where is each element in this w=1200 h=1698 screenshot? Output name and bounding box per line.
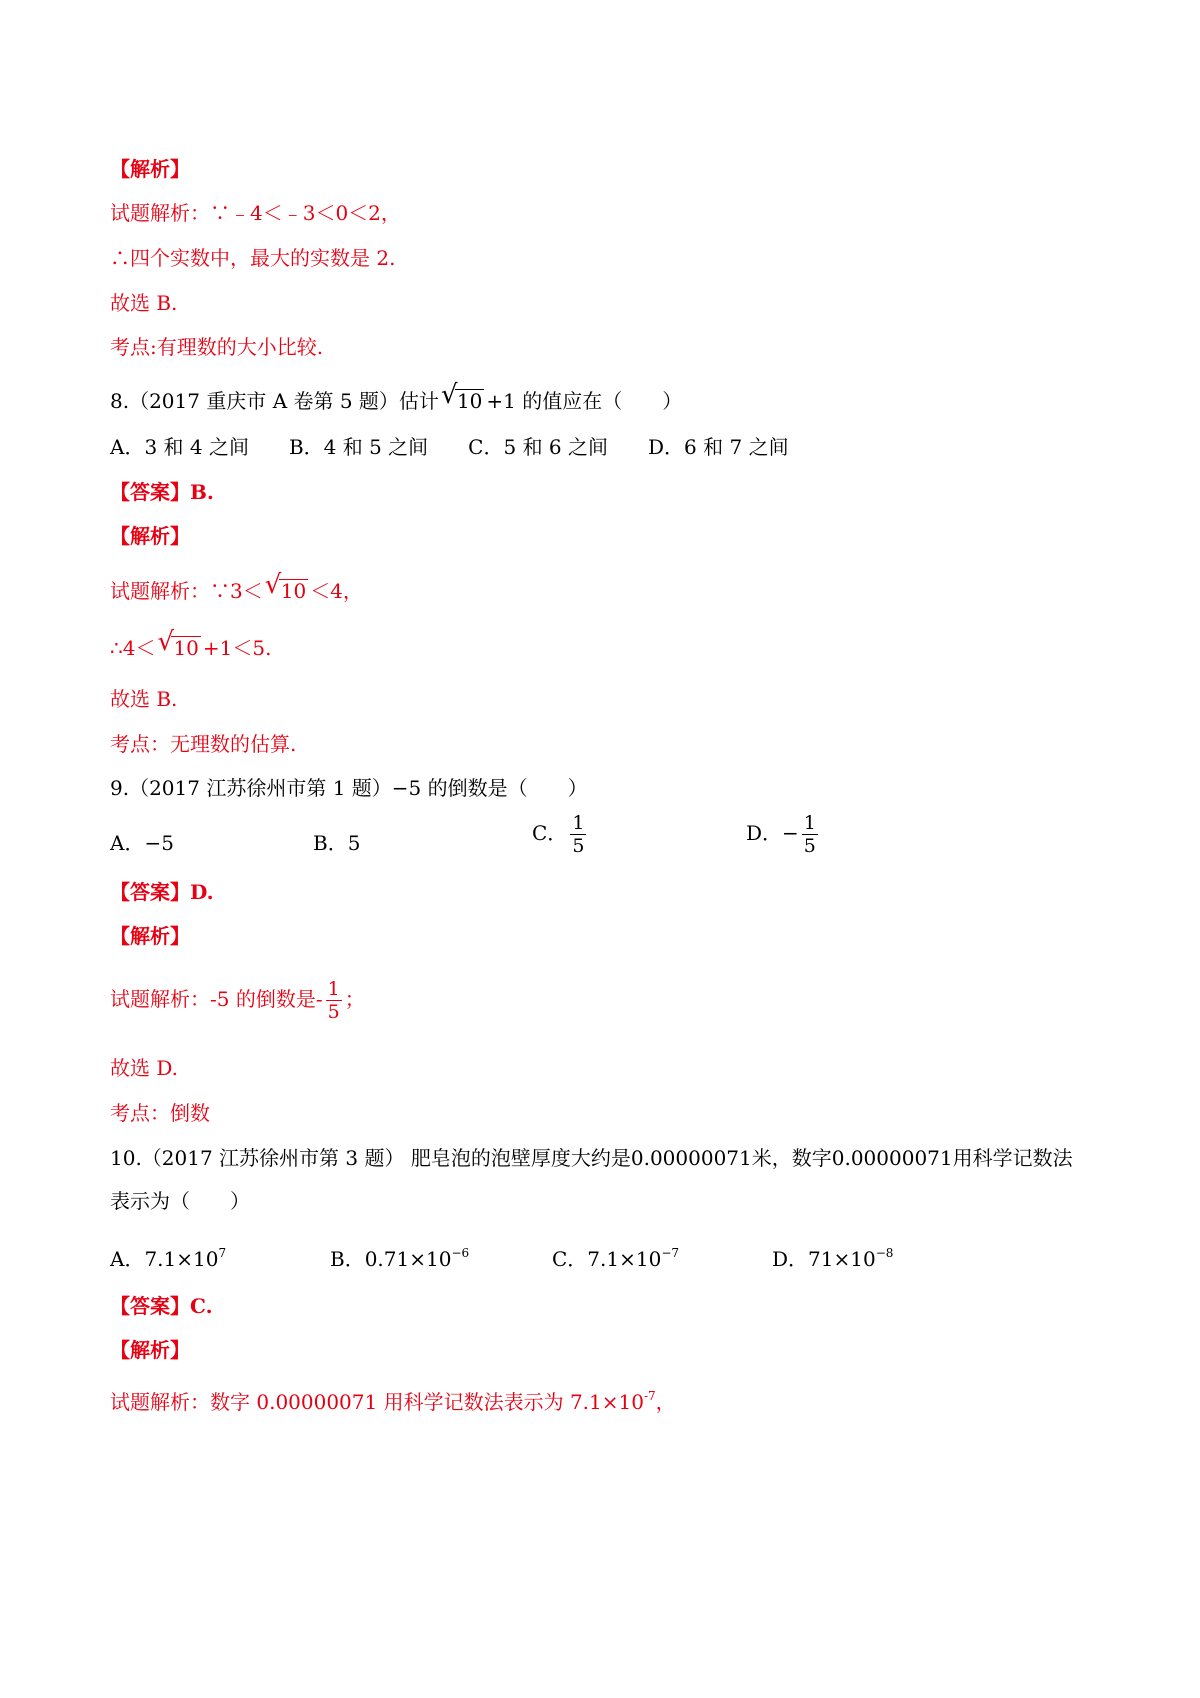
q10-sol-exp: -7 (643, 1389, 656, 1403)
q7-solution-line2: ∴四个实数中，最大的实数是 2. (110, 246, 396, 270)
q9-option-c (532, 812, 589, 857)
q10-option-a (110, 1243, 226, 1272)
q7-solution-line1: 试题解析：∵﹣4＜﹣3＜0＜2， (110, 201, 401, 225)
q10-sol-suffix: ， (655, 1390, 676, 1414)
q10-option-b (330, 1243, 469, 1272)
q9-stem: 9.（2017 江苏徐州市第 1 题）−5 的倒数是（ ） (110, 776, 588, 800)
q8-stem (110, 380, 683, 414)
q9-option-d (746, 812, 821, 857)
q10-option-b-base: B．0.71×10 (330, 1247, 452, 1271)
q9-analysis-label: 【解析】 (110, 924, 190, 948)
q10-option-b-exp: −6 (451, 1246, 470, 1260)
sqrt-10: √ 10 (157, 627, 199, 660)
q8-solution-line2 (110, 627, 272, 661)
q7-point: 考点:有理数的大小比较. (110, 335, 324, 359)
frac-num: 1 (803, 812, 816, 834)
q9-option-c-label: C． (532, 821, 568, 845)
fraction-one-fifth (570, 812, 586, 857)
frac-num: 1 (572, 812, 585, 834)
q9-sol-suffix: ； (344, 987, 365, 1011)
sqrt-10: √ 10 (440, 380, 483, 413)
fraction-one-fifth (326, 978, 342, 1023)
q9-option-b: B．5 (313, 831, 361, 855)
frac-den: 5 (327, 1001, 340, 1023)
q8-sol1-suffix: ＜4， (310, 579, 363, 603)
q9-choose: 故选 D. (110, 1056, 179, 1080)
q8-stem-suffix: +1 的值应在（ ） (486, 389, 683, 413)
q10-option-c-exp: −7 (661, 1246, 680, 1260)
q10-solution (110, 1383, 676, 1415)
q10-analysis-label: 【解析】 (110, 1338, 190, 1362)
q10-option-d (772, 1243, 893, 1272)
q8-analysis-label: 【解析】 (110, 524, 190, 548)
q8-answer: 【答案】B. (110, 480, 214, 504)
q8-sol2-suffix: +1＜5. (202, 636, 272, 660)
q10-stem-line2: 表示为（ ） (110, 1189, 250, 1213)
q10-option-c (552, 1243, 679, 1272)
q10-stem-line1: 10.（2017 江苏徐州市第 3 题） 肥皂泡的泡壁厚度大约是0.00000071米，数字0.00000071用科学记数法 (110, 1146, 1073, 1170)
q7-choose: 故选 B. (110, 291, 178, 315)
q10-option-a-base: A．7.1×10 (110, 1247, 219, 1271)
sqrt-arg: 10 (280, 579, 307, 603)
q7-analysis-label: 【解析】 (110, 157, 190, 181)
q8-sol1-prefix: 试题解析：∵3＜ (110, 579, 263, 603)
sqrt-arg: 10 (173, 636, 199, 660)
frac-num: 1 (327, 978, 340, 1000)
q8-stem-prefix: 8.（2017 重庆市 A 卷第 5 题）估计 (110, 389, 439, 413)
frac-den: 5 (803, 835, 816, 857)
frac-den: 5 (572, 835, 585, 857)
q9-answer: 【答案】D. (110, 880, 214, 904)
fraction-one-fifth (802, 812, 818, 857)
q8-solution-line1 (110, 570, 363, 604)
q8-point: 考点：无理数的估算. (110, 732, 297, 756)
q10-option-d-exp: −8 (875, 1246, 894, 1260)
q10-option-a-exp: 7 (218, 1246, 227, 1260)
q8-choose: 故选 B. (110, 687, 178, 711)
sqrt-10: √ 10 (264, 570, 307, 603)
q9-solution (110, 978, 365, 1023)
q10-sol-base: 试题解析：数字 0.00000071 用科学记数法表示为 7.1×10 (110, 1390, 644, 1414)
q8-sol2-prefix: ∴4＜ (110, 636, 156, 660)
q9-point: 考点：倒数 (110, 1101, 210, 1125)
q10-option-d-base: D．71×10 (772, 1247, 876, 1271)
q9-option-d-label: D．− (746, 821, 799, 845)
sqrt-arg: 10 (456, 389, 483, 413)
q10-option-c-base: C．7.1×10 (552, 1247, 662, 1271)
q10-answer: 【答案】C. (110, 1294, 213, 1318)
q8-options: A．3 和 4 之间 B．4 和 5 之间 C．5 和 6 之间 D．6 和 7 之间 (110, 435, 789, 459)
q9-option-a: A．−5 (110, 831, 174, 855)
q9-sol-prefix: 试题解析：-5 的倒数是- (110, 987, 323, 1011)
